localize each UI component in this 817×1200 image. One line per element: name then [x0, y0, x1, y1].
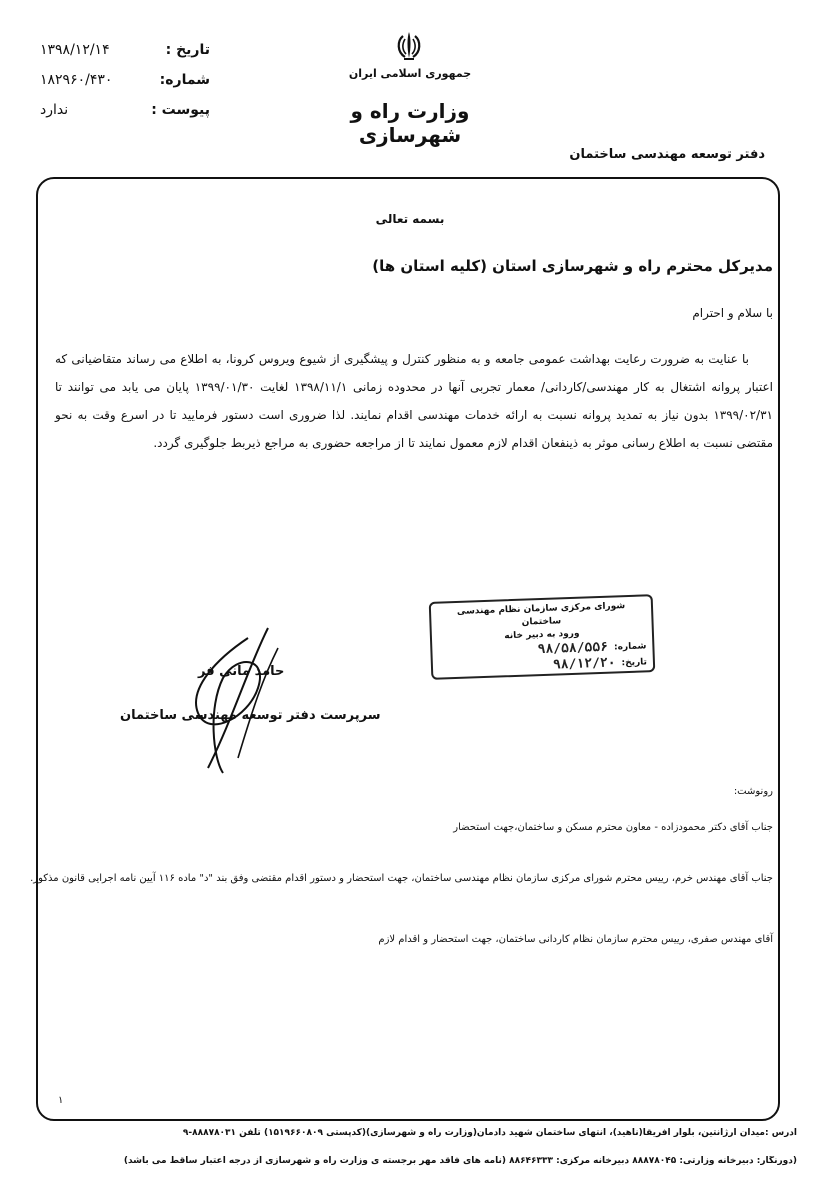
letter-body: با عنایت به ضرورت رعایت بهداشت عمومی جامعه و به منظور کنترل و پیشگیری از شیوع ویروس کرونا، به اطلاع می رساند متقاضیانی که اعتبار پروانه اشتغال به کار مهندسی/کاردانی/ معمار تجربی آنها در محدوده زمانی ۱۳۹۸/۱۱/۱ لغایت ۱۳۹۹/۰۱/۳۰ پایان می یابد می توانند تا ۱۳۹۹/۰۲/۳۱ بدون نیاز به تمدید پروانه نسبت به ارائه خدمات مهندسی اقدام نمایند. لذا ضروری است دستور فرمایید تا در اسرع وقت به نحو مقتضی نسبت به اطلاع رسانی موثر به ذینفعان اقدام لازم معمول نمایند تا از مراجعه حضوری به مراجع ذیربط جلوگیری گردد.: [55, 352, 773, 450]
footer-fax: (دورنگار: دبیرخانه وزارتی: ۸۸۸۷۸۰۴۵ دبیرخانه مرکزی: ۸۸۶۴۶۳۳۳ (نامه های فاقد مهر برجسته ی وزارت راه و شهرسازی از درجه اعتبار ساقط می باشد): [123, 1156, 797, 1166]
cc-item: آقای مهندس صفری، رییس محترم سازمان نظام کاردانی ساختمان، جهت استحضار و اقدام لازم: [378, 934, 773, 945]
number-row: [40, 72, 210, 94]
iran-emblem-icon: [394, 30, 424, 62]
stamp-number-label: شماره:: [613, 641, 647, 653]
secretariat-stamp: [429, 594, 656, 680]
date-label: تاریخ :: [165, 42, 210, 58]
attachment-value: ندارد: [40, 102, 69, 118]
letter-frame: [36, 177, 780, 1121]
ministry-title: وزارت راه و شهرسازی: [350, 99, 470, 147]
signer-name: حامد مانی فر: [198, 664, 285, 679]
stamp-date-value: ۹۸/۱۲/۲۰: [552, 655, 616, 673]
footer-address: آدرس :میدان آرژانتین، بلوار آفریقا(ناهید)، انتهای ساختمان شهید دادمان(وزارت راه و شهرسازی)(کدپستی ۱۵۱۹۶۶۰۸۰۹) تلفن ۸۸۸۷۸۰۳۱-۹: [182, 1128, 797, 1138]
stamp-number-value: ۹۸/۵۸/۵۵۶: [537, 639, 609, 658]
signer-title: سرپرست دفتر توسعه مهندسی ساختمان: [120, 708, 381, 723]
date-value: ۱۳۹۸/۱۲/۱۴: [40, 42, 110, 58]
attachment-label: پیوست :: [151, 102, 210, 118]
republic-title: جمهوری اسلامی ایران: [348, 67, 472, 80]
page-number: ۱: [58, 1095, 64, 1106]
attachment-row: [40, 102, 210, 124]
cc-item: جناب آقای مهندس خرم، رییس محترم شورای مرکزی سازمان نظام مهندسی ساختمان، جهت استحضار و دستور اقدام مقتضی وفق بند "د" ماده ۱۱۶ آیین نامه اجرایی قانون مذکور.: [30, 873, 773, 884]
date-row: [40, 42, 210, 64]
stamp-date-label: تاریخ:: [621, 657, 648, 669]
cc-item: جناب آقای دکتر محمودزاده - معاون محترم مسکن و ساختمان،جهت استحضار: [453, 822, 773, 833]
handwritten-signature: [178, 618, 298, 778]
basmala: بسمه تعالی: [375, 212, 445, 226]
number-label: شماره:: [159, 72, 210, 88]
cc-label: رونوشت:: [733, 786, 773, 797]
office-title: دفتر توسعه مهندسی ساختمان: [569, 147, 765, 162]
addressee: مدیرکل محترم راه و شهرسازی استان (کلیه استان ها): [372, 257, 773, 275]
letter-meta: [40, 42, 210, 124]
stamp-entry: ورود به دبیر خانه: [504, 628, 580, 642]
greeting: با سلام و احترام: [692, 306, 773, 320]
number-value: ۱۸۲۹۶۰/۴۳۰: [40, 72, 113, 88]
stamp-organization: شورای مرکزی سازمان نظام مهندسی ساختمان: [456, 601, 626, 628]
